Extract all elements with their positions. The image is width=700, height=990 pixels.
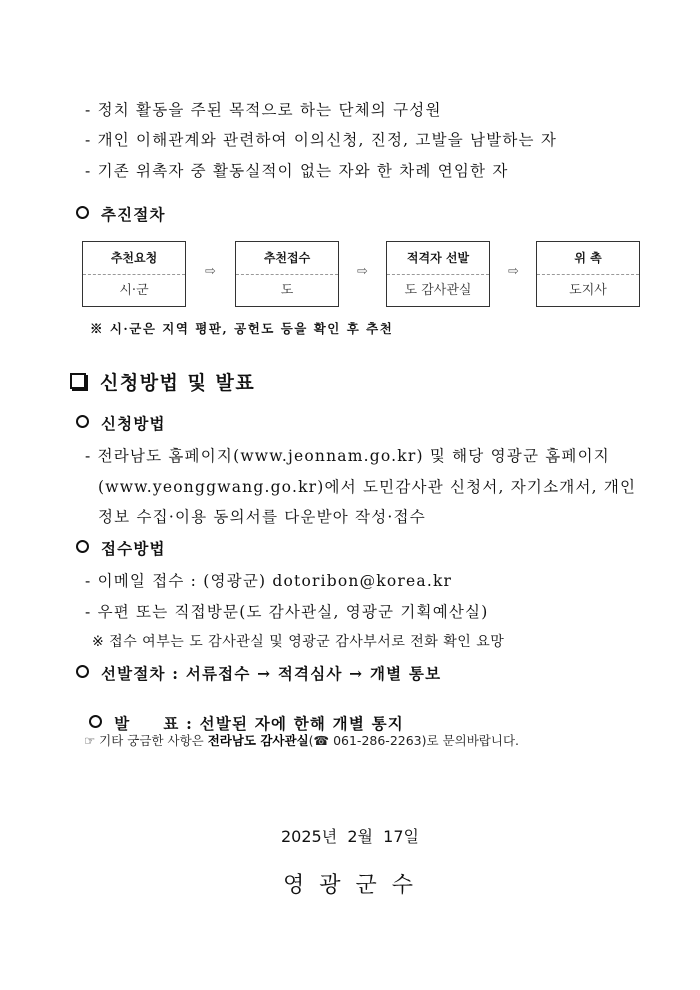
step-title: 위 촉 <box>537 242 639 275</box>
contact-note: ☞ 기타 궁금한 사항은 전라남도 감사관실(☎ 061-286-2263)로 문의바랍니다. <box>84 733 519 748</box>
procedure-note: ※ 시·군은 지역 평판, 공헌도 등을 확인 후 추천 <box>90 321 394 336</box>
selection-procedure: 선발절차 : 서류접수 → 적격심사 → 개별 통보 <box>76 662 441 684</box>
apply-line: 정보 수집·이용 동의서를 다운받아 작성·접수 <box>98 508 426 526</box>
circle-bullet-icon <box>76 415 89 428</box>
apply-line: (www.yeonggwang.go.kr)에서 도민감사관 신청서, 자기소개서, 개인 <box>98 478 637 496</box>
section-title: 신청방법 및 발표 <box>70 368 255 395</box>
receipt-heading: 접수방법 <box>76 537 166 559</box>
arrow-right-icon: ⇨ <box>357 264 368 279</box>
circle-bullet-icon <box>76 665 89 678</box>
flow-step-request <box>82 241 186 307</box>
issuer-name: 영 광 군 수 <box>283 873 417 898</box>
contact-phone: (☎ 061-286-2263) <box>308 733 427 748</box>
flow-step-select <box>386 241 490 307</box>
receipt-email: - 이메일 접수 : (영광군) dotoribon@korea.kr <box>85 572 453 590</box>
circle-bullet-icon <box>76 540 89 553</box>
contact-office: 전라남도 감사관실 <box>207 733 309 748</box>
square-bullet-icon <box>70 373 86 389</box>
flow-step-appoint <box>536 241 640 307</box>
procedure-heading: 추진절차 <box>76 203 166 225</box>
apply-heading: 신청방법 <box>76 412 166 434</box>
receipt-note: ※ 접수 여부는 도 감사관실 및 영광군 감사부서로 전화 확인 요망 <box>92 634 505 650</box>
step-actor: 도 감사관실 <box>404 283 472 298</box>
step-title: 적격자 선발 <box>387 242 489 275</box>
arrow-right-icon: ⇨ <box>205 264 216 279</box>
apply-line: - 전라남도 홈페이지(www.jeonnam.go.kr) 및 해당 영광군 홈페이지 <box>85 447 610 465</box>
step-actor: 시·군 <box>119 283 149 298</box>
step-actor: 도 <box>280 283 294 298</box>
document-date: 2025년 2월 17일 <box>281 827 419 846</box>
disqualification-item: - 기존 위촉자 중 활동실적이 없는 자와 한 차례 연임한 자 <box>85 162 509 180</box>
step-actor: 도지사 <box>569 283 607 298</box>
step-title: 추천접수 <box>236 242 338 275</box>
step-title: 추천요청 <box>83 242 185 275</box>
announcement: 발 표 : 선발된 자에 한해 개별 통지 <box>76 693 404 734</box>
circle-bullet-icon <box>76 206 89 219</box>
disqualification-item: - 정치 활동을 주된 목적으로 하는 단체의 구성원 <box>85 101 442 119</box>
arrow-right-icon: ⇨ <box>508 264 519 279</box>
disqualification-item: - 개인 이해관계와 관련하여 이의신청, 진정, 고발을 남발하는 자 <box>85 131 558 149</box>
receipt-visit: - 우편 또는 직접방문(도 감사관실, 영광군 기획예산실) <box>85 603 489 621</box>
flow-step-receive <box>235 241 339 307</box>
circle-bullet-icon <box>89 715 102 728</box>
